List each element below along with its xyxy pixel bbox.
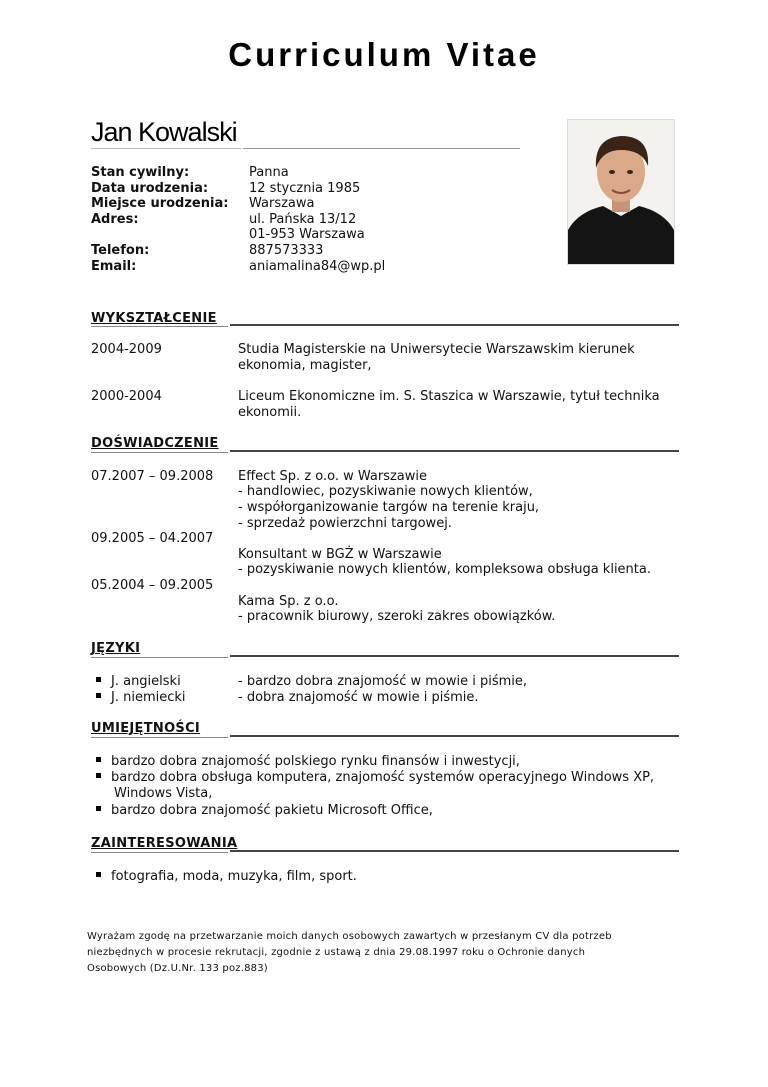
address-line-2: 01-953 Warszawa	[249, 227, 365, 243]
experience-date: 09.2005 – 04.2007	[91, 531, 214, 546]
consent-line: Osobowych (Dz.U.Nr. 133 poz.883)	[87, 963, 268, 974]
education-heading: WYKSZTAŁCENIE	[91, 311, 217, 326]
experience-duty: - pracownik biurowy, szeroki zakres obowiązków.	[238, 609, 556, 624]
education-line: ekonomia, magister,	[238, 358, 372, 373]
bullet-square-icon	[96, 872, 101, 877]
skill-text: bardzo dobra obsługa komputera, znajomość systemów operacyjnego Windows XP,	[111, 770, 655, 785]
phone-label: Telefon:	[91, 242, 150, 258]
address-line-1: ul. Pańska 13/12	[249, 211, 357, 227]
phone-value: 887573333	[249, 242, 324, 258]
skill-item	[96, 754, 520, 770]
experience-company: Konsultant w BGŻ w Warszawie	[238, 547, 442, 562]
bullet-square-icon	[96, 773, 101, 778]
experience-company: Effect Sp. z o.o. w Warszawie	[238, 469, 428, 484]
language-name: J. angielski	[111, 674, 181, 689]
languages-rule	[230, 655, 679, 657]
data-processing-consent	[87, 929, 647, 977]
experience-heading: DOŚWIADCZENIE	[91, 436, 219, 451]
experience-date: 07.2007 – 09.2008	[91, 469, 214, 484]
experience-rule	[230, 450, 679, 452]
bullet-square-icon	[96, 806, 101, 811]
education-line: ekonomii.	[238, 405, 302, 420]
education-line: Studia Magisterskie na Uniwersytecie Warszawskim kierunek	[238, 342, 635, 357]
education-rule-left	[91, 326, 228, 327]
language-level: - dobra znajomość w mowie i piśmie.	[238, 690, 479, 705]
skill-text: bardzo dobra znajomość pakietu Microsoft Office,	[111, 803, 433, 818]
skill-item	[96, 770, 654, 786]
bullet-square-icon	[96, 757, 101, 762]
person-name: Jan Kowalski	[91, 117, 237, 147]
birth-place-label: Miejsce urodzenia:	[91, 196, 229, 212]
interests-heading: ZAINTERESOWANIA	[91, 836, 238, 851]
language-item	[96, 674, 181, 690]
skill-text-continued: Windows Vista,	[114, 786, 213, 801]
consent-line: niezbędnych w procesie rekrutacji, zgodnie z ustawą z dnia 29.08.1997 roku o Ochronie danych	[87, 947, 586, 958]
education-rule	[230, 324, 679, 326]
birth-date-label: Data urodzenia:	[91, 180, 209, 196]
language-name: J. niemiecki	[111, 690, 186, 705]
education-line: Liceum Ekonomiczne im. S. Staszica w Warszawie, tytuł technika	[238, 389, 660, 404]
interest-text: fotografia, moda, muzyka, film, sport.	[111, 869, 357, 884]
languages-heading: JĘZYKI	[91, 641, 141, 656]
name-underline	[243, 148, 520, 149]
experience-rule-left	[91, 452, 228, 453]
experience-company: Kama Sp. z o.o.	[238, 594, 339, 609]
experience-duty: - współorganizowanie targów na terenie kraju,	[238, 500, 540, 515]
skills-rule	[230, 735, 679, 737]
address-label: Adres:	[91, 211, 139, 227]
interests-rule-left	[91, 852, 228, 853]
language-item	[96, 690, 186, 706]
education-date: 2004-2009	[91, 342, 162, 357]
experience-duty: - sprzedaż powierzchni targowej.	[238, 516, 452, 531]
skills-rule-left	[91, 737, 228, 738]
skill-item	[96, 803, 433, 819]
birth-place-value: Warszawa	[249, 196, 315, 212]
document-title: Curriculum Vitae	[228, 36, 540, 73]
skill-text: bardzo dobra znajomość polskiego rynku finansów i inwestycji,	[111, 754, 520, 769]
civil-status-label: Stan cywilny:	[91, 165, 190, 180]
bullet-square-icon	[96, 677, 101, 682]
email-label: Email:	[91, 258, 137, 274]
interests-rule	[230, 850, 679, 852]
education-date: 2000-2004	[91, 389, 162, 404]
civil-status-value: Panna	[249, 165, 289, 180]
portrait-photo	[567, 119, 675, 265]
portrait-photo-icon	[568, 120, 674, 264]
interest-item	[96, 869, 357, 885]
experience-duty: - pozyskiwanie nowych klientów, kompleksowa obsługa klienta.	[238, 562, 651, 577]
bullet-square-icon	[96, 693, 101, 698]
consent-line: Wyrażam zgodę na przetwarzanie moich danych osobowych zawartych w przesłanym CV dla potrzeb	[87, 931, 612, 942]
languages-rule-left	[91, 657, 228, 658]
skills-heading: UMIEJĘTNOŚCI	[91, 721, 201, 736]
email-value[interactable]: aniamalina84@wp.pl	[249, 258, 386, 274]
language-level: - bardzo dobra znajomość w mowie i piśmie,	[238, 674, 528, 689]
birth-date-value: 12 stycznia 1985	[249, 180, 361, 196]
experience-date: 05.2004 – 09.2005	[91, 578, 214, 593]
name-underline-short	[91, 148, 241, 149]
experience-duty: - handlowiec, pozyskiwanie nowych klientów,	[238, 484, 533, 499]
